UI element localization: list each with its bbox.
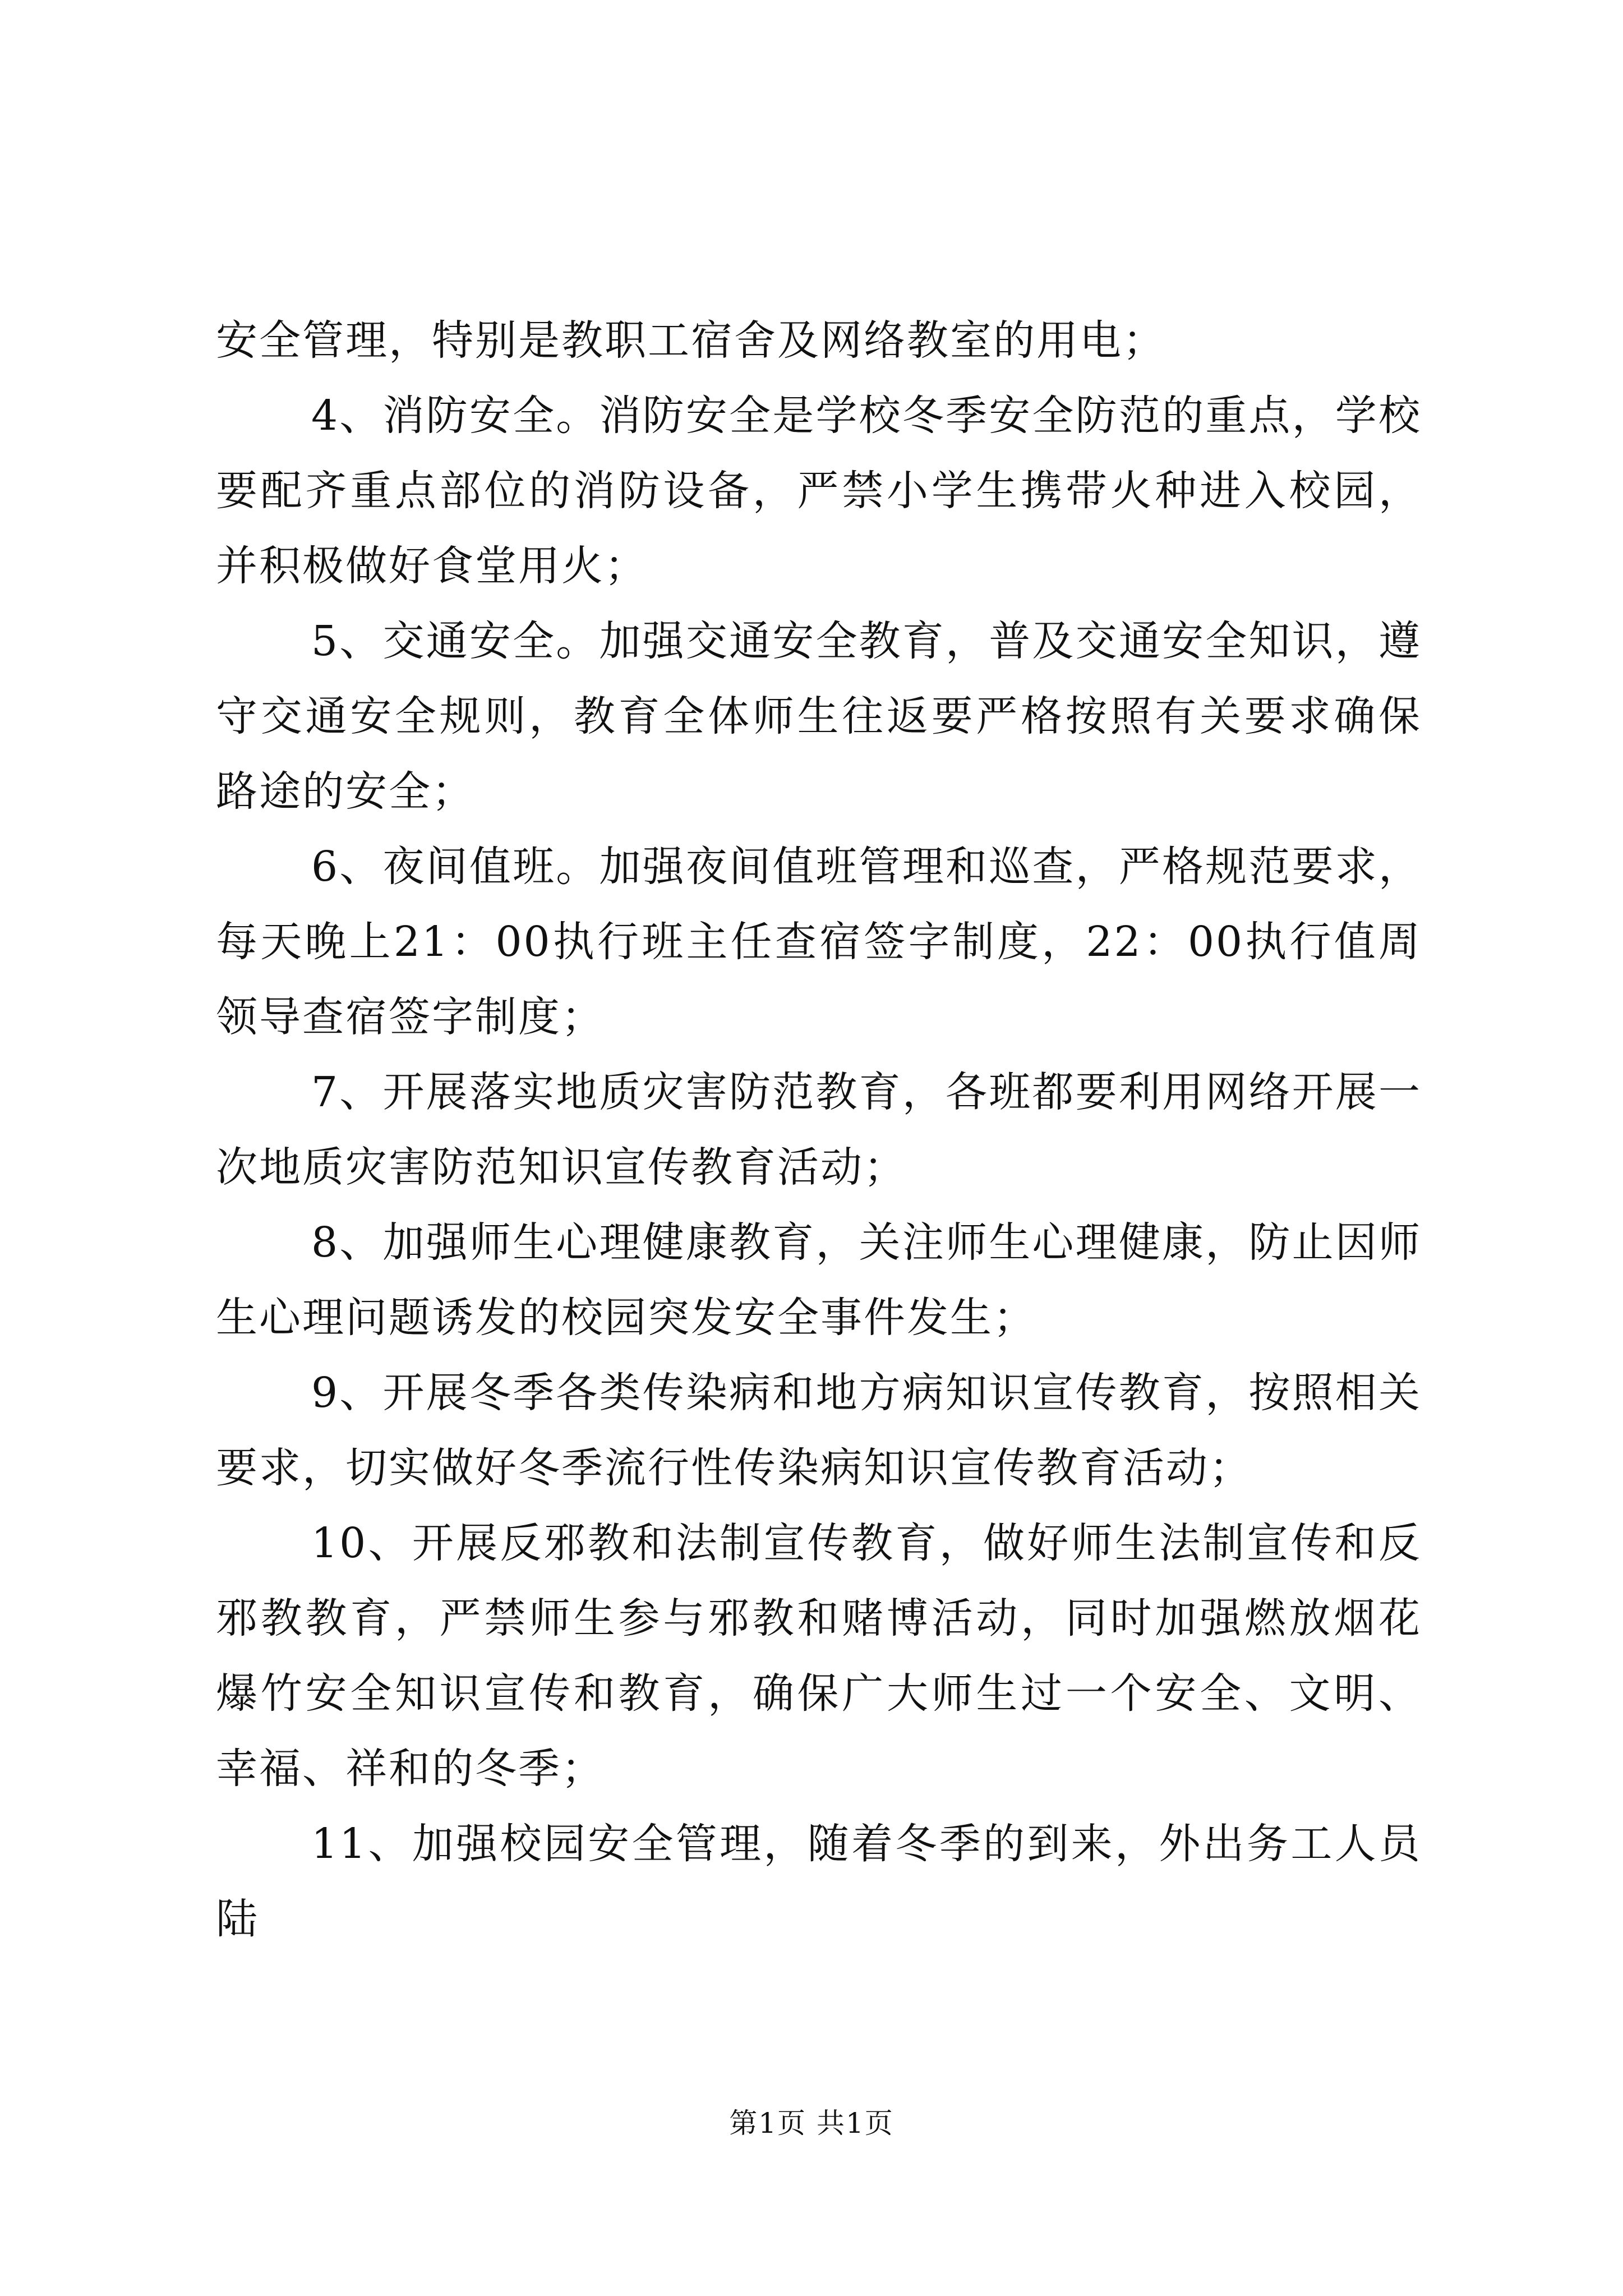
paragraph-item-6: 6、夜间值班。加强夜间值班管理和巡查，严格规范要求，每天晚上21：00执行班主任查宿签字制度，22：00执行值周领导查宿签字制度； <box>216 843 1422 1041</box>
paragraph-item-5: 5、交通安全。加强交通安全教育，普及交通安全知识，遵守交通安全规则，教育全体师生往返要严格按照有关要求确保路途的安全； <box>216 617 1422 816</box>
paragraph-item-4: 4、消防安全。消防安全是学校冬季安全防范的重点，学校要配齐重点部位的消防设备，严禁小学生携带火种进入校园，并积极做好食堂用火； <box>216 392 1422 590</box>
paragraph-item-9: 9、开展冬季各类传染病和地方病知识宣传教育，按照相关要求，切实做好冬季流行性传染病知识宣传教育活动； <box>216 1369 1422 1492</box>
paragraph-item-10: 10、开展反邪教和法制宣传教育，做好师生法制宣传和反邪教教育，严禁师生参与邪教和赌博活动，同时加强燃放烟花爆竹安全知识宣传和教育，确保广大师生过一个安全、文明、幸福、祥和的冬季； <box>216 1519 1422 1793</box>
paragraph-item-8: 8、加强师生心理健康教育，关注师生心理健康，防止因师生心理问题诱发的校园突发安全事件发生； <box>216 1218 1422 1342</box>
paragraph-continuation: 安全管理，特别是教职工宿舍及网络教室的用电； <box>216 316 1166 365</box>
page-footer: 第1页 共1页 <box>729 2107 894 2139</box>
paragraph-item-11: 11、加强校园安全管理，随着冬季的到来，外出务工人员陆 <box>216 1820 1422 1943</box>
paragraph-item-7: 7、开展落实地质灾害防范教育，各班都要利用网络开展一次地质灾害防范知识宣传教育活动； <box>216 1068 1422 1191</box>
document-body <box>216 303 1422 1957</box>
